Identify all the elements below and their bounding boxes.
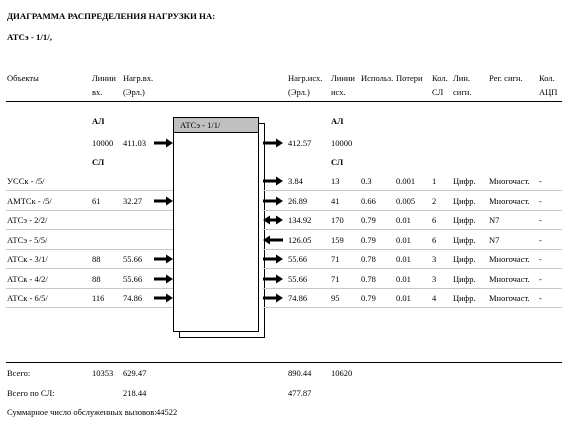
total-label: Всего: — [7, 368, 31, 378]
header-lines-in-sub: вх. — [92, 87, 103, 97]
al-label-right: АЛ — [331, 116, 344, 126]
row-out-arrow-icon — [263, 197, 283, 206]
cell-sl: 4 — [432, 293, 437, 303]
cell-usage: 0.79 — [361, 235, 376, 245]
cell-line-sig: Цифр. — [453, 274, 476, 284]
cell-lines-out: 159 — [331, 235, 344, 245]
cell-losses: 0.01 — [396, 235, 411, 245]
calls-total-label: Суммарное число обслуженных вызовов: — [7, 407, 157, 417]
row-in-arrow-icon — [154, 294, 173, 303]
cell-line-sig: Цифр. — [453, 196, 476, 206]
total-lines-in: 10353 — [92, 368, 114, 378]
cell-usage: 0.79 — [361, 293, 376, 303]
cell-lines-out: 41 — [331, 196, 340, 206]
cell-load-in: 55.66 — [123, 274, 143, 284]
row-separator — [263, 249, 562, 250]
central-box-label: АТСэ - 1/1/ — [180, 120, 221, 130]
cell-lines-in: 61 — [92, 196, 101, 206]
cell-reg-sig: Многочаст. — [489, 254, 530, 264]
cell-load-out: 74.86 — [288, 293, 308, 303]
cell-name: АТСк - 3/1/ — [7, 254, 48, 264]
row-in-arrow-icon — [154, 255, 173, 264]
cell-load-out: 3.84 — [288, 176, 303, 186]
cell-sl: 6 — [432, 215, 437, 225]
header-load-in: Нагр.вх. — [123, 73, 154, 83]
row-separator — [6, 288, 173, 289]
row-in-arrow-icon — [154, 275, 173, 284]
cell-name: АТСк - 6/5/ — [7, 293, 48, 303]
header-lines-in: Линии — [92, 73, 116, 83]
row-out-arrow-icon — [263, 294, 283, 303]
cell-adc: - — [539, 293, 542, 303]
row-separator — [263, 229, 562, 230]
row-separator — [263, 268, 562, 269]
cell-adc: - — [539, 254, 542, 264]
cell-usage: 0.79 — [361, 215, 376, 225]
row-separator — [263, 307, 562, 308]
cell-reg-sig: Многочаст. — [489, 196, 530, 206]
cell-losses: 0.01 — [396, 254, 411, 264]
header-adc-count-sub: АЦП — [539, 87, 558, 97]
cell-adc: - — [539, 196, 542, 206]
cell-name: АТСк - 4/2/ — [7, 274, 48, 284]
cell-sl: 6 — [432, 235, 437, 245]
cell-sl: 2 — [432, 196, 437, 206]
page-subtitle: АТСэ - 1/1/, — [7, 32, 52, 42]
row-in-arrow-left-icon — [263, 236, 283, 245]
header-sl-count-sub: СЛ — [432, 87, 444, 97]
cell-losses: 0.01 — [396, 215, 411, 225]
cell-losses: 0.001 — [396, 176, 416, 186]
sl-total-load-out: 477.87 — [288, 388, 312, 398]
row-separator — [263, 210, 562, 211]
header-line-signal: Лин. — [453, 73, 470, 83]
sl-label-left: СЛ — [92, 157, 105, 167]
cell-reg-sig: Многочаст. — [489, 293, 530, 303]
cell-sl: 3 — [432, 274, 437, 284]
cell-reg-sig: Многочаст. — [489, 176, 530, 186]
header-load-out-sub: (Эрл.) — [288, 87, 310, 97]
cell-name: АМТСк - /5/ — [7, 196, 52, 206]
cell-losses: 0.01 — [396, 274, 411, 284]
cell-sl: 3 — [432, 254, 437, 264]
cell-load-out: 126.05 — [288, 235, 312, 245]
header-load-in-sub: (Эрл.) — [123, 87, 145, 97]
cell-lines-out: 95 — [331, 293, 340, 303]
cell-reg-sig: N7 — [489, 235, 500, 245]
cell-lines-out: 13 — [331, 176, 340, 186]
row-separator — [263, 190, 562, 191]
cell-adc: - — [539, 176, 542, 186]
cell-adc: - — [539, 215, 542, 225]
cell-losses: 0.005 — [396, 196, 416, 206]
cell-name: АТСэ - 2/2/ — [7, 215, 48, 225]
cell-load-out: 55.66 — [288, 254, 308, 264]
cell-load-in: 74.86 — [123, 293, 143, 303]
cell-adc: - — [539, 235, 542, 245]
cell-line-sig: Цифр. — [453, 254, 476, 264]
cell-lines-out: 71 — [331, 274, 340, 284]
header-lines-out: Линии — [331, 73, 355, 83]
cell-lines-in: 116 — [92, 293, 105, 303]
cell-load-out: 26.89 — [288, 196, 308, 206]
cell-name: АТСэ - 5/5/ — [7, 235, 48, 245]
sl-total-load-in: 218.44 — [123, 388, 147, 398]
al-label-left: АЛ — [92, 116, 105, 126]
cell-line-sig: Цифр. — [453, 293, 476, 303]
cell-load-out: 55.66 — [288, 274, 308, 284]
header-losses: Потери — [396, 73, 423, 83]
cell-sl: 1 — [432, 176, 437, 186]
header-reg-signal: Рег. сигн. — [489, 73, 523, 83]
row-separator — [6, 210, 173, 211]
cell-losses: 0.01 — [396, 293, 411, 303]
row-out-arrow-icon — [263, 177, 283, 186]
calls-total-value: 44522 — [156, 407, 178, 417]
cell-reg-sig: N7 — [489, 215, 500, 225]
cell-lines-in: 88 — [92, 274, 101, 284]
row-separator — [6, 249, 173, 250]
cell-reg-sig: Многочаст. — [489, 274, 530, 284]
al-lines-in: 10000 — [92, 138, 114, 148]
cell-lines-out: 71 — [331, 254, 340, 264]
total-load-out: 890.44 — [288, 368, 312, 378]
al-load-in: 411.03 — [123, 138, 147, 148]
header-load-out: Нагр.исх. — [288, 73, 323, 83]
cell-lines-out: 170 — [331, 215, 344, 225]
row-separator — [6, 307, 173, 308]
sl-label-right: СЛ — [331, 157, 344, 167]
header-lines-out-sub: исх. — [331, 87, 346, 97]
header-line-signal-sub: сигн. — [453, 87, 472, 97]
cell-lines-in: 88 — [92, 254, 101, 264]
header-adc-count: Кол. — [539, 73, 555, 83]
page-title: ДИАГРАММА РАСПРЕДЕЛЕНИЯ НАГРУЗКИ НА: — [7, 11, 216, 21]
cell-name: УССк - /5/ — [7, 176, 45, 186]
cell-line-sig: Цифр. — [453, 215, 476, 225]
cell-usage: 0.66 — [361, 196, 376, 206]
header-usage: Использ. — [361, 73, 394, 83]
header-sl-count: Кол. — [432, 73, 448, 83]
row-separator — [6, 190, 173, 191]
cell-load-in: 55.66 — [123, 254, 143, 264]
row-in-arrow-icon — [154, 197, 173, 206]
row-separator — [6, 229, 173, 230]
cell-line-sig: Цифр. — [453, 235, 476, 245]
sl-total-label: Всего по СЛ: — [7, 388, 55, 398]
cell-load-out: 134.92 — [288, 215, 312, 225]
cell-usage: 0.3 — [361, 176, 372, 186]
row-separator — [263, 288, 562, 289]
al-out-arrow-icon — [263, 139, 283, 148]
row-out-arrow-icon — [263, 255, 283, 264]
total-lines-out: 10620 — [331, 368, 353, 378]
cell-usage: 0.78 — [361, 274, 376, 284]
row-out-arrow-icon — [263, 275, 283, 284]
al-in-arrow-icon — [154, 139, 173, 148]
cell-line-sig: Цифр. — [453, 176, 476, 186]
cell-adc: - — [539, 274, 542, 284]
al-load-out: 412.57 — [288, 138, 312, 148]
totals-divider — [6, 362, 562, 363]
row-bidirectional-arrow-icon — [263, 216, 283, 225]
al-lines-out: 10000 — [331, 138, 353, 148]
total-load-in: 629.47 — [123, 368, 147, 378]
cell-load-in: 32.27 — [123, 196, 143, 206]
header-objects: Объекты — [7, 73, 39, 83]
cell-usage: 0.78 — [361, 254, 376, 264]
row-separator — [6, 268, 173, 269]
